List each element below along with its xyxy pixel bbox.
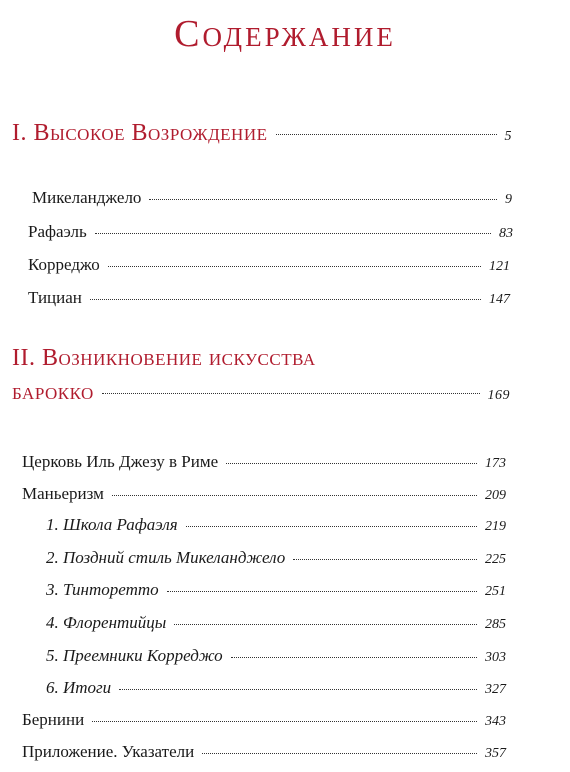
- leader-dots: [119, 689, 477, 690]
- toc-entry-raphael-school[interactable]: [0, 515, 506, 539]
- entry-label: 2. Поздний стиль Микеланджело: [46, 548, 286, 567]
- entry-label: Тициан: [28, 288, 82, 307]
- entry-label: 4. Флорентийцы: [46, 613, 167, 632]
- toc-entry-florentines[interactable]: [0, 613, 506, 637]
- part-2-heading[interactable]: [12, 345, 510, 409]
- toc-entry-il-gesu[interactable]: [0, 452, 506, 476]
- part-2-label-line1: II. Возникновение искусства: [12, 345, 316, 371]
- toc-entry-mannerism[interactable]: [0, 484, 506, 508]
- entry-label: 5. Преемники Корреджо: [46, 646, 223, 665]
- leader-dots: [102, 393, 480, 394]
- leader-dots: [112, 495, 477, 496]
- leader-dots: [174, 624, 477, 625]
- entry-label: Корреджо: [28, 255, 100, 274]
- entry-label: 6. Итоги: [46, 678, 112, 697]
- leader-dots: [95, 233, 491, 234]
- entry-page: 285: [485, 617, 506, 632]
- toc-entry-michelangelo[interactable]: [0, 188, 512, 212]
- leader-dots: [186, 526, 477, 527]
- part-1-heading[interactable]: [12, 120, 512, 150]
- leader-dots: [167, 591, 477, 592]
- entry-page: 83: [499, 226, 513, 241]
- leader-dots: [108, 266, 481, 267]
- leader-dots: [226, 463, 477, 464]
- entry-page: 9: [505, 192, 512, 207]
- entry-label: Бернини: [22, 710, 85, 729]
- leader-dots: [92, 721, 477, 722]
- part-2-label-line2: барокко: [12, 379, 94, 405]
- entry-page: 121: [489, 259, 510, 274]
- leader-dots: [202, 753, 477, 754]
- toc-entry-raphael[interactable]: [0, 222, 513, 246]
- part-1-label: I. Высокое Возрождение: [12, 120, 268, 146]
- entry-page: 147: [489, 292, 510, 307]
- leader-dots: [149, 199, 497, 200]
- part-1-page: 5: [504, 129, 512, 144]
- toc-entry-titian[interactable]: [0, 288, 510, 312]
- entry-page: 225: [485, 552, 506, 567]
- entry-label: Маньеризм: [22, 484, 104, 503]
- entry-label: Церковь Иль Джезу в Риме: [22, 452, 219, 471]
- entry-label: 3. Тинторетто: [46, 580, 159, 599]
- toc-entry-correggio-successors[interactable]: [0, 646, 506, 670]
- entry-label: Рафаэль: [28, 222, 87, 241]
- entry-page: 343: [485, 714, 506, 729]
- entry-label: Микеланджело: [32, 188, 142, 207]
- page-title: Содержание: [174, 13, 396, 55]
- entry-page: 327: [485, 682, 506, 697]
- entry-page: 357: [485, 746, 506, 761]
- toc-entry-appendix[interactable]: [0, 742, 506, 766]
- toc-entry-tintoretto[interactable]: [0, 580, 506, 604]
- toc-entry-correggio[interactable]: [0, 255, 510, 279]
- entry-page: 251: [485, 584, 506, 599]
- toc-entry-summary[interactable]: [0, 678, 506, 702]
- entry-label: Приложение. Указатели: [22, 742, 195, 761]
- leader-dots: [293, 559, 477, 560]
- leader-dots: [276, 134, 497, 135]
- entry-page: 209: [485, 488, 506, 503]
- toc-entry-bernini[interactable]: [0, 710, 506, 734]
- leader-dots: [231, 657, 477, 658]
- entry-page: 303: [485, 650, 506, 665]
- entry-page: 173: [485, 456, 506, 471]
- part-2-page: 169: [487, 388, 510, 403]
- entry-page: 219: [485, 519, 506, 534]
- leader-dots: [90, 299, 481, 300]
- toc-entry-late-michelangelo[interactable]: [0, 548, 506, 572]
- entry-label: 1. Школа Рафаэля: [46, 515, 178, 534]
